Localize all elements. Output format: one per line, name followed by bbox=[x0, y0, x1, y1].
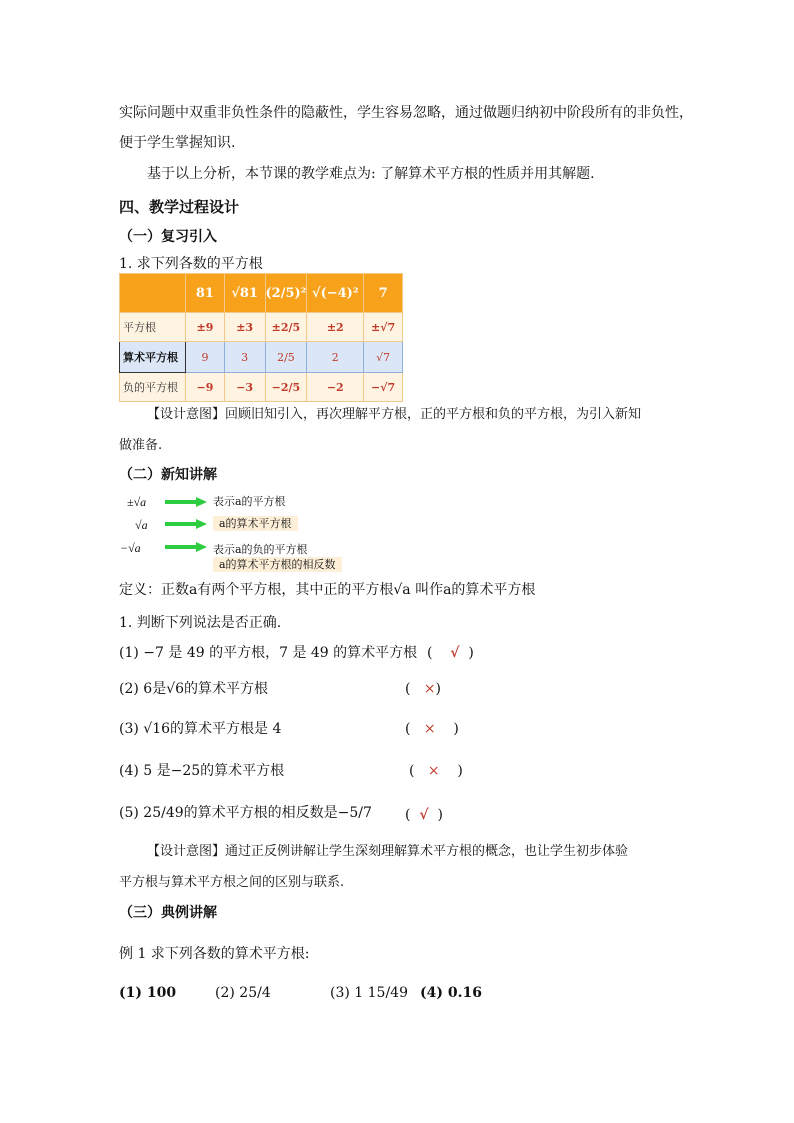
para2: 基于以上分析，本节课的教学难点为: 了解算术平方根的性质并用其解题. bbox=[147, 166, 595, 182]
question-2: 1. 判断下列说法是否正确. bbox=[119, 615, 282, 631]
green-arrow-icon bbox=[165, 542, 207, 552]
square-root-table bbox=[119, 273, 403, 402]
table-cell: −9 bbox=[186, 373, 225, 402]
table-cell: ±2/5 bbox=[265, 313, 307, 342]
example-item-4: (4) 0.16 bbox=[420, 985, 482, 1001]
judgment-1-answer-box: ( √ ) bbox=[427, 645, 474, 661]
example-1: 例 1 求下列各数的算术平方根: bbox=[119, 946, 310, 962]
notation-text-1: 表示a的平方根 bbox=[213, 495, 286, 508]
section4-title: 四、教学过程设计 bbox=[119, 198, 240, 216]
sub3-title: （三）典例讲解 bbox=[119, 905, 217, 921]
row-label: 平方根 bbox=[120, 313, 186, 342]
table-row bbox=[120, 313, 403, 342]
answer-check-mark: √ bbox=[450, 645, 460, 661]
design-intent-1-line2: 做准备. bbox=[119, 438, 163, 453]
judgment-5: (5) 25/49的算术平方根的相反数是−5/7 bbox=[119, 805, 372, 821]
table-header-cell bbox=[265, 274, 307, 313]
table-cell: −2/5 bbox=[265, 373, 307, 402]
table-row bbox=[120, 342, 403, 373]
header-sqrt81: √81 bbox=[231, 285, 258, 301]
table-header-row bbox=[120, 274, 403, 313]
table-header-cell: 7 bbox=[364, 274, 403, 313]
example-item-1: (1) 100 bbox=[119, 985, 177, 1001]
table-cell: −√7 bbox=[364, 373, 403, 402]
judgment-4-answer-box: ( × ) bbox=[409, 763, 463, 779]
sub2-title: （二）新知讲解 bbox=[119, 467, 217, 483]
row-label: 算术平方根 bbox=[120, 342, 186, 373]
notation-symbol-3: −√a bbox=[120, 541, 141, 555]
table-cell: ±9 bbox=[186, 313, 225, 342]
row-label: 负的平方根 bbox=[120, 373, 186, 402]
table-header-cell bbox=[224, 274, 265, 313]
table-cell: −3 bbox=[224, 373, 265, 402]
answer-cross-mark: × bbox=[423, 721, 436, 737]
header-frac-squared: (2/5)² bbox=[265, 285, 307, 301]
judgment-3-answer-box: ( × ) bbox=[405, 721, 459, 737]
para1-line1: 实际问题中双重非负性条件的隐蔽性，学生容易忽略，通过做题归纳初中阶段所有的非负性， bbox=[119, 105, 693, 121]
green-arrow-icon bbox=[165, 497, 207, 507]
header-sqrt-neg4-squared: √(−4)² bbox=[312, 285, 359, 301]
answer-cross-mark: × bbox=[427, 763, 440, 779]
answer-check-mark: √ bbox=[419, 807, 429, 823]
table-row bbox=[120, 373, 403, 402]
example-item-3: (3) 1 15/49 bbox=[330, 985, 408, 1001]
table-cell: 9 bbox=[186, 342, 225, 373]
table-header-cell: 81 bbox=[186, 274, 225, 313]
answer-cross-mark: × bbox=[423, 681, 436, 697]
table-cell: ±√7 bbox=[364, 313, 403, 342]
design-intent-2-line2: 平方根与算术平方根之间的区别与联系. bbox=[119, 875, 345, 890]
table-cell: −2 bbox=[307, 373, 364, 402]
table-cell: 2/5 bbox=[265, 342, 307, 373]
judgment-4: (4) 5 是−25的算术平方根 bbox=[119, 763, 285, 779]
judgment-2-answer-box: ( ×) bbox=[405, 681, 442, 697]
judgment-3: (3) √16的算术平方根是 4 bbox=[119, 721, 282, 737]
para1-line2: 便于学生掌握知识. bbox=[119, 135, 236, 151]
judgment-1: (1) −7 是 49 的平方根，7 是 49 的算术平方根 bbox=[119, 645, 418, 661]
design-intent-1-line1: 【设计意图】回顾旧知引入，再次理解平方根，正的平方根和负的平方根，为引入新知 bbox=[147, 407, 642, 422]
judgment-5-answer-box: ( √ ) bbox=[405, 807, 443, 823]
notation-symbol-2: √a bbox=[135, 518, 148, 532]
table-cell: 3 bbox=[224, 342, 265, 373]
question-1: 1. 求下列各数的平方根 bbox=[119, 256, 263, 272]
sub1-title: （一）复习引入 bbox=[119, 229, 217, 245]
design-intent-2-line1: 【设计意图】通过正反例讲解让学生深刻理解算术平方根的概念，也让学生初步体验 bbox=[147, 844, 629, 859]
table-cell: ±3 bbox=[224, 313, 265, 342]
definition: 定义：正数a有两个平方根，其中正的平方根√a 叫作a的算术平方根 bbox=[119, 582, 536, 598]
notation-symbol-1: ±√a bbox=[127, 495, 147, 509]
judgment-2: (2) 6是√6的算术平方根 bbox=[119, 681, 269, 697]
table-cell: 2 bbox=[307, 342, 364, 373]
green-arrow-icon bbox=[165, 519, 207, 529]
notation-text-3b: a的算术平方根的相反数 bbox=[213, 557, 342, 572]
table-cell: ±2 bbox=[307, 313, 364, 342]
example-item-2: (2) 25/4 bbox=[215, 985, 271, 1001]
table-header-empty bbox=[120, 274, 186, 313]
notation-text-3a: 表示a的负的平方根 bbox=[213, 543, 308, 556]
table-header-cell bbox=[307, 274, 364, 313]
notation-text-2: a的算术平方根 bbox=[213, 516, 298, 531]
table-cell: √7 bbox=[364, 342, 403, 373]
